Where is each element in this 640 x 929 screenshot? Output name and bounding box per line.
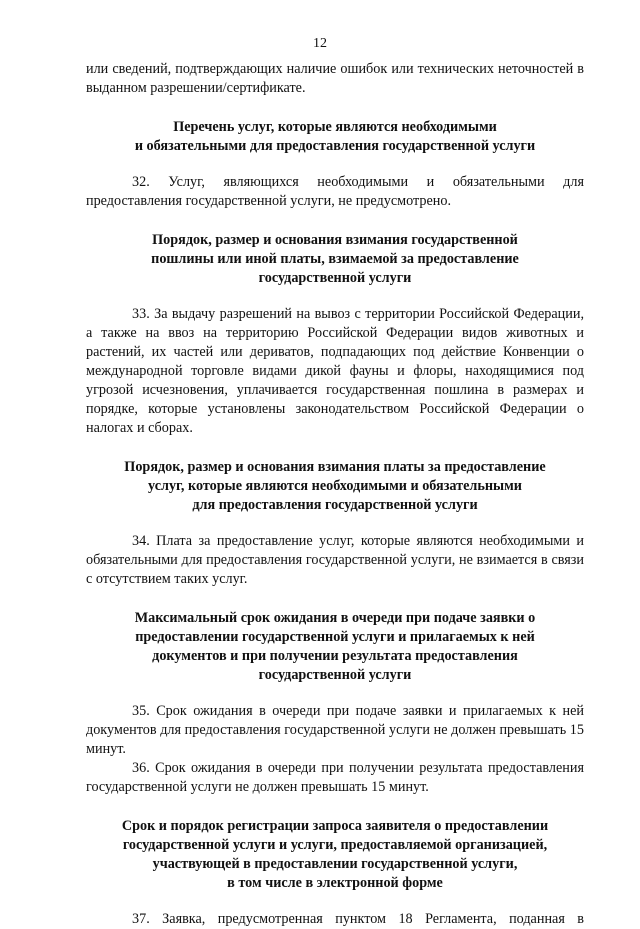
paragraph-34: 34. Плата за предоставление услуг, которые являются необходимыми и обязательными для предоставления государственной услуги, не взимается в связи с отсутствием таких услуг. (86, 533, 584, 587)
section-heading-services-list: Перечень услуг, которые являются необходимыми и обязательными для предоставления государственной услуги (134, 119, 536, 154)
paragraph-33: 33. За выдачу разрешений на вывоз с территории Российской Федерации, а также на ввоз на территорию Российской Федерации видов животных и растений, их частей или дериватов, подпадающих под действие Конвенции о международной торговле видами дикой фауны и флоры, находящимися под угрозой исчезновения, уплачивается государственная пошлина в размерах и порядке, которые установлены законодательством Российской Федерации о налогах и сборах. (86, 306, 584, 436)
section-heading-service-fee: Порядок, размер и основания взимания платы за предоставление услуг, которые являются необходимыми и обязательными для предоставления государственной услуги (124, 459, 546, 513)
document-body (86, 60, 584, 929)
paragraph-35: 35. Срок ожидания в очереди при подаче заявки и прилагаемых к ней документов для предоставления государственной услуги не должен превышать 15 минут. (86, 703, 584, 757)
paragraph-36: 36. Срок ожидания в очереди при получении результата предоставления государственной услуги не должен превышать 15 минут. (86, 760, 584, 795)
section-heading-queue-time: Максимальный срок ожидания в очереди при подаче заявки о предоставлении государственной услуги и прилагаемых к ней документов и при получении результата предоставления государственной услуги (134, 610, 536, 683)
continuation-paragraph: или сведений, подтверждающих наличие ошибок или технических неточностей в выданном разрешении/сертификате. (86, 61, 584, 96)
section-heading-registration: Срок и порядок регистрации запроса заявителя о предоставлении государственной услуги и услуги, предоставляемой организацией, участвующей в предоставлении государственной услуги, в том числе в электронной форме (121, 818, 549, 891)
paragraph-37: 37. Заявка, предусмотренная пунктом 18 Регламента, поданная в (132, 911, 584, 927)
paragraph-32: 32. Услуг, являющихся необходимыми и обязательными для предоставления государственной услуги, не предусмотрено. (86, 174, 584, 209)
page-number: 12 (313, 36, 327, 51)
section-heading-state-fee: Порядок, размер и основания взимания государственной пошлины или иной платы, взимаемой за предоставление государственной услуги (151, 232, 519, 286)
